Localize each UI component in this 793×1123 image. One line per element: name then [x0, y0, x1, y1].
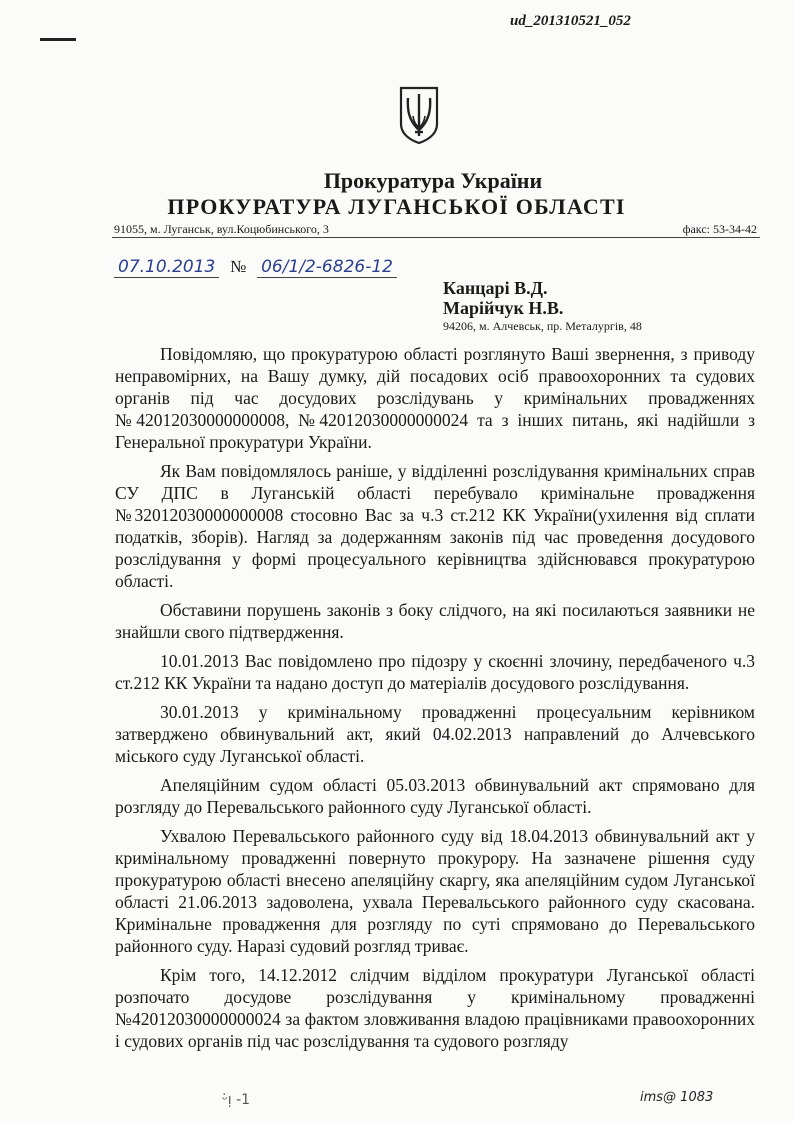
body-paragraph: Крім того, 14.12.2012 слідчим відділом прокуратури Луганської області розпочато досудове розслідування у кримінальному провадженні №42012030000000024 за фактом зловживання владою працівниками правоохоронних і судових органів під час розслідування та судового розгляду — [115, 965, 755, 1051]
scan-mark-right: ims@ 1083 — [640, 1090, 714, 1105]
trident-emblem-icon — [398, 86, 440, 144]
body-paragraph: Ухвалою Перевальського районного суду від 18.04.2013 обвинувальний акт у кримінальному провадженні повернуто прокурору. На зазначене рішення суду прокуратурою області внесено апеляційну скаргу, яка апеляційним судом Луганської області 21.06.2013 задоволена, ухвала Перевальського районного суду скасована. Кримінальне провадження для розгляду по суті спрямовано до Перевальського районного суду. Наразі судовий розгляд триває. — [115, 826, 755, 956]
registration-number: 06/1/2-6826-12 — [257, 257, 397, 278]
fax-number: факс: 53-34-42 — [682, 222, 757, 236]
body-paragraph: Повідомляю, що прокуратурою області розглянуто Ваші звернення, з приводу неправомірних, на Вашу думку, дій посадових осіб правоохоронних та судових органів під час досудових розслідувань у кримінальних провадженнях №42012030000000008, №42012030000000024 та з інших питань, які надійшли з Генеральної прокуратури України. — [115, 344, 755, 452]
recipient-block — [443, 278, 563, 318]
registration-line — [114, 256, 397, 278]
body-paragraph: 10.01.2013 Вас повідомлено про підозру у скоєнні злочину, передбаченого ч.3 ст.212 КК України та надано доступ до матеріалів досудового розслідування. — [115, 651, 755, 693]
document-id: ud_201310521_052 — [510, 13, 631, 29]
scan-mark-left: ᵕ̇ᴉ -1 — [222, 1092, 251, 1108]
recipient-name-2: Марійчук Н.В. — [443, 298, 564, 318]
body-paragraph: 30.01.2013 у кримінальному провадженні процесуальним керівником затверджено обвинувальний акт, який 04.02.2013 направлений до Алчевського міського суду Луганської області. — [115, 702, 755, 766]
recipient-address: 94206, м. Алчевськ, пр. Металургів, 48 — [443, 319, 642, 333]
org-title: Прокуратура України — [323, 168, 543, 193]
org-subtitle: ПРОКУРАТУРА ЛУГАНСЬКОЇ ОБЛАСТІ — [167, 194, 626, 219]
number-sign: № — [230, 257, 247, 276]
registration-date: 07.10.2013 — [114, 257, 219, 278]
body-paragraph: Обставини порушень законів з боку слідчого, на які посилаються заявники не знайшли свого підтвердження. — [115, 600, 755, 642]
sender-address: 91055, м. Луганськ, вул.Коцюбинського, 3 — [114, 222, 329, 236]
letter-body — [115, 343, 755, 1059]
header-divider — [112, 237, 760, 238]
recipient-name-1: Канцарі В.Д. — [443, 278, 548, 298]
body-paragraph: Як Вам повідомлялось раніше, у відділенні розслідування кримінальних справ СУ ДПС в Луганській області перебувало кримінальне провадження №32012030000000008 стосовно Вас за ч.3 ст.212 КК України(ухилення від сплати податків, зборів). Нагляд за додержанням законів під час проведення досудового розслідування у формі процесуального керівництва здійснювався прокуратурою області. — [115, 461, 755, 591]
body-paragraph: Апеляційним судом області 05.03.2013 обвинувальний акт спрямовано для розгляду до Перевальського районного суду Луганської області. — [115, 775, 755, 817]
corner-mark — [40, 38, 76, 41]
